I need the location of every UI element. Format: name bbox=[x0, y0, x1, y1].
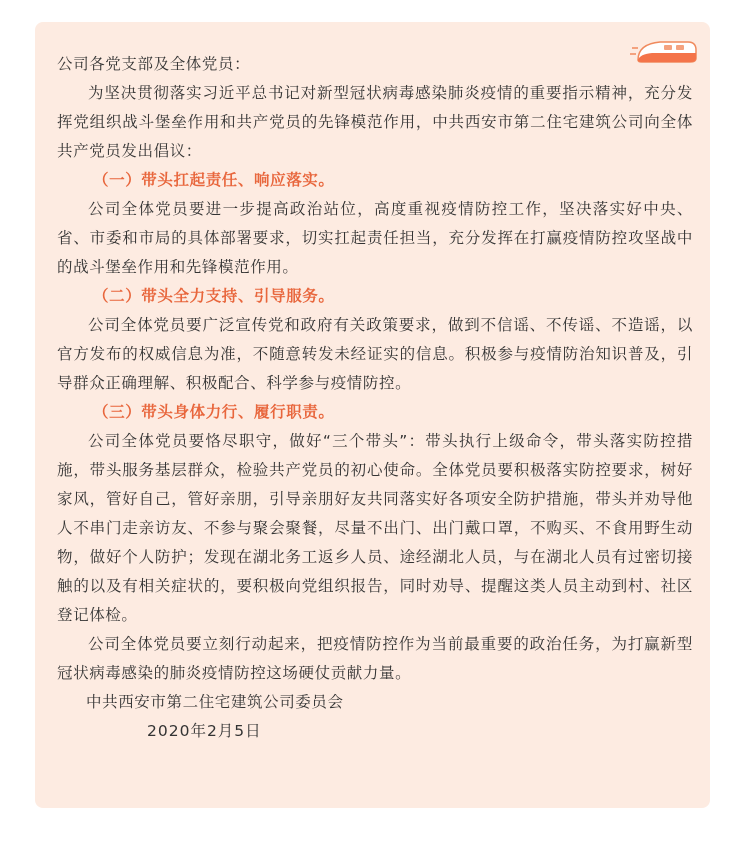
letter-card bbox=[35, 22, 710, 808]
section-body-1: 公司全体党员要进一步提高政治站位，高度重视疫情防控工作，坚决落实好中央、省、市委和市局的具体部署要求，切实扛起责任担当，充分发挥在打赢疫情防控攻坚战中的战斗堡垒作用和先锋模范作用。 bbox=[57, 200, 693, 276]
signature: 中共西安市第二住宅建筑公司委员会 bbox=[86, 693, 344, 711]
section-body-2: 公司全体党员要广泛宣传党和政府有关政策要求，做到不信谣、不传谣、不造谣，以官方发布的权威信息为准，不随意转发未经证实的信息。积极参与疫情防治知识普及，引导群众正确理解、积极配合、科学参与疫情防控。 bbox=[57, 316, 693, 392]
closing-paragraph: 公司全体党员要立刻行动起来，把疫情防控作为当前最重要的政治任务，为打赢新型冠状病毒感染的肺炎疫情防控这场硬仗贡献力量。 bbox=[57, 635, 693, 682]
date: 2020年2月5日 bbox=[147, 722, 262, 740]
section-heading-1: （一）带头扛起责任、响应落实。 bbox=[93, 171, 335, 189]
section-heading-2: （二）带头全力支持、引导服务。 bbox=[93, 287, 335, 305]
intro-paragraph: 为坚决贯彻落实习近平总书记对新型冠状病毒感染肺炎疫情的重要指示精神，充分发挥党组织战斗堡垒作用和共产党员的先锋模范作用，中共西安市第二住宅建筑公司向全体共产党员发出倡议： bbox=[57, 84, 693, 160]
section-heading-3: （三）带头身体力行、履行职责。 bbox=[93, 403, 335, 421]
section-body-3: 公司全体党员要恪尽职守，做好“三个带头”：带头执行上级命令，带头落实防控措施，带头服务基层群众，检验共产党员的初心使命。全体党员要积极落实防控要求，树好家风，管好自己，管好亲朋，引导亲朋好友共同落实好各项安全防护措施，带头并劝导他人不串门走亲访友、不参与聚会聚餐，尽量不出门、出门戴口罩，不购买、不食用野生动物，做好个人防护；发现在湖北务工返乡人员、途经湖北人员，与在湖北人员有过密切接触的以及有相关症状的，要积极向党组织报告，同时劝导、提醒这类人员主动到村、社区登记体检。 bbox=[57, 432, 693, 624]
greeting: 公司各党支部及全体党员： bbox=[57, 55, 251, 73]
letter-content bbox=[57, 50, 693, 746]
